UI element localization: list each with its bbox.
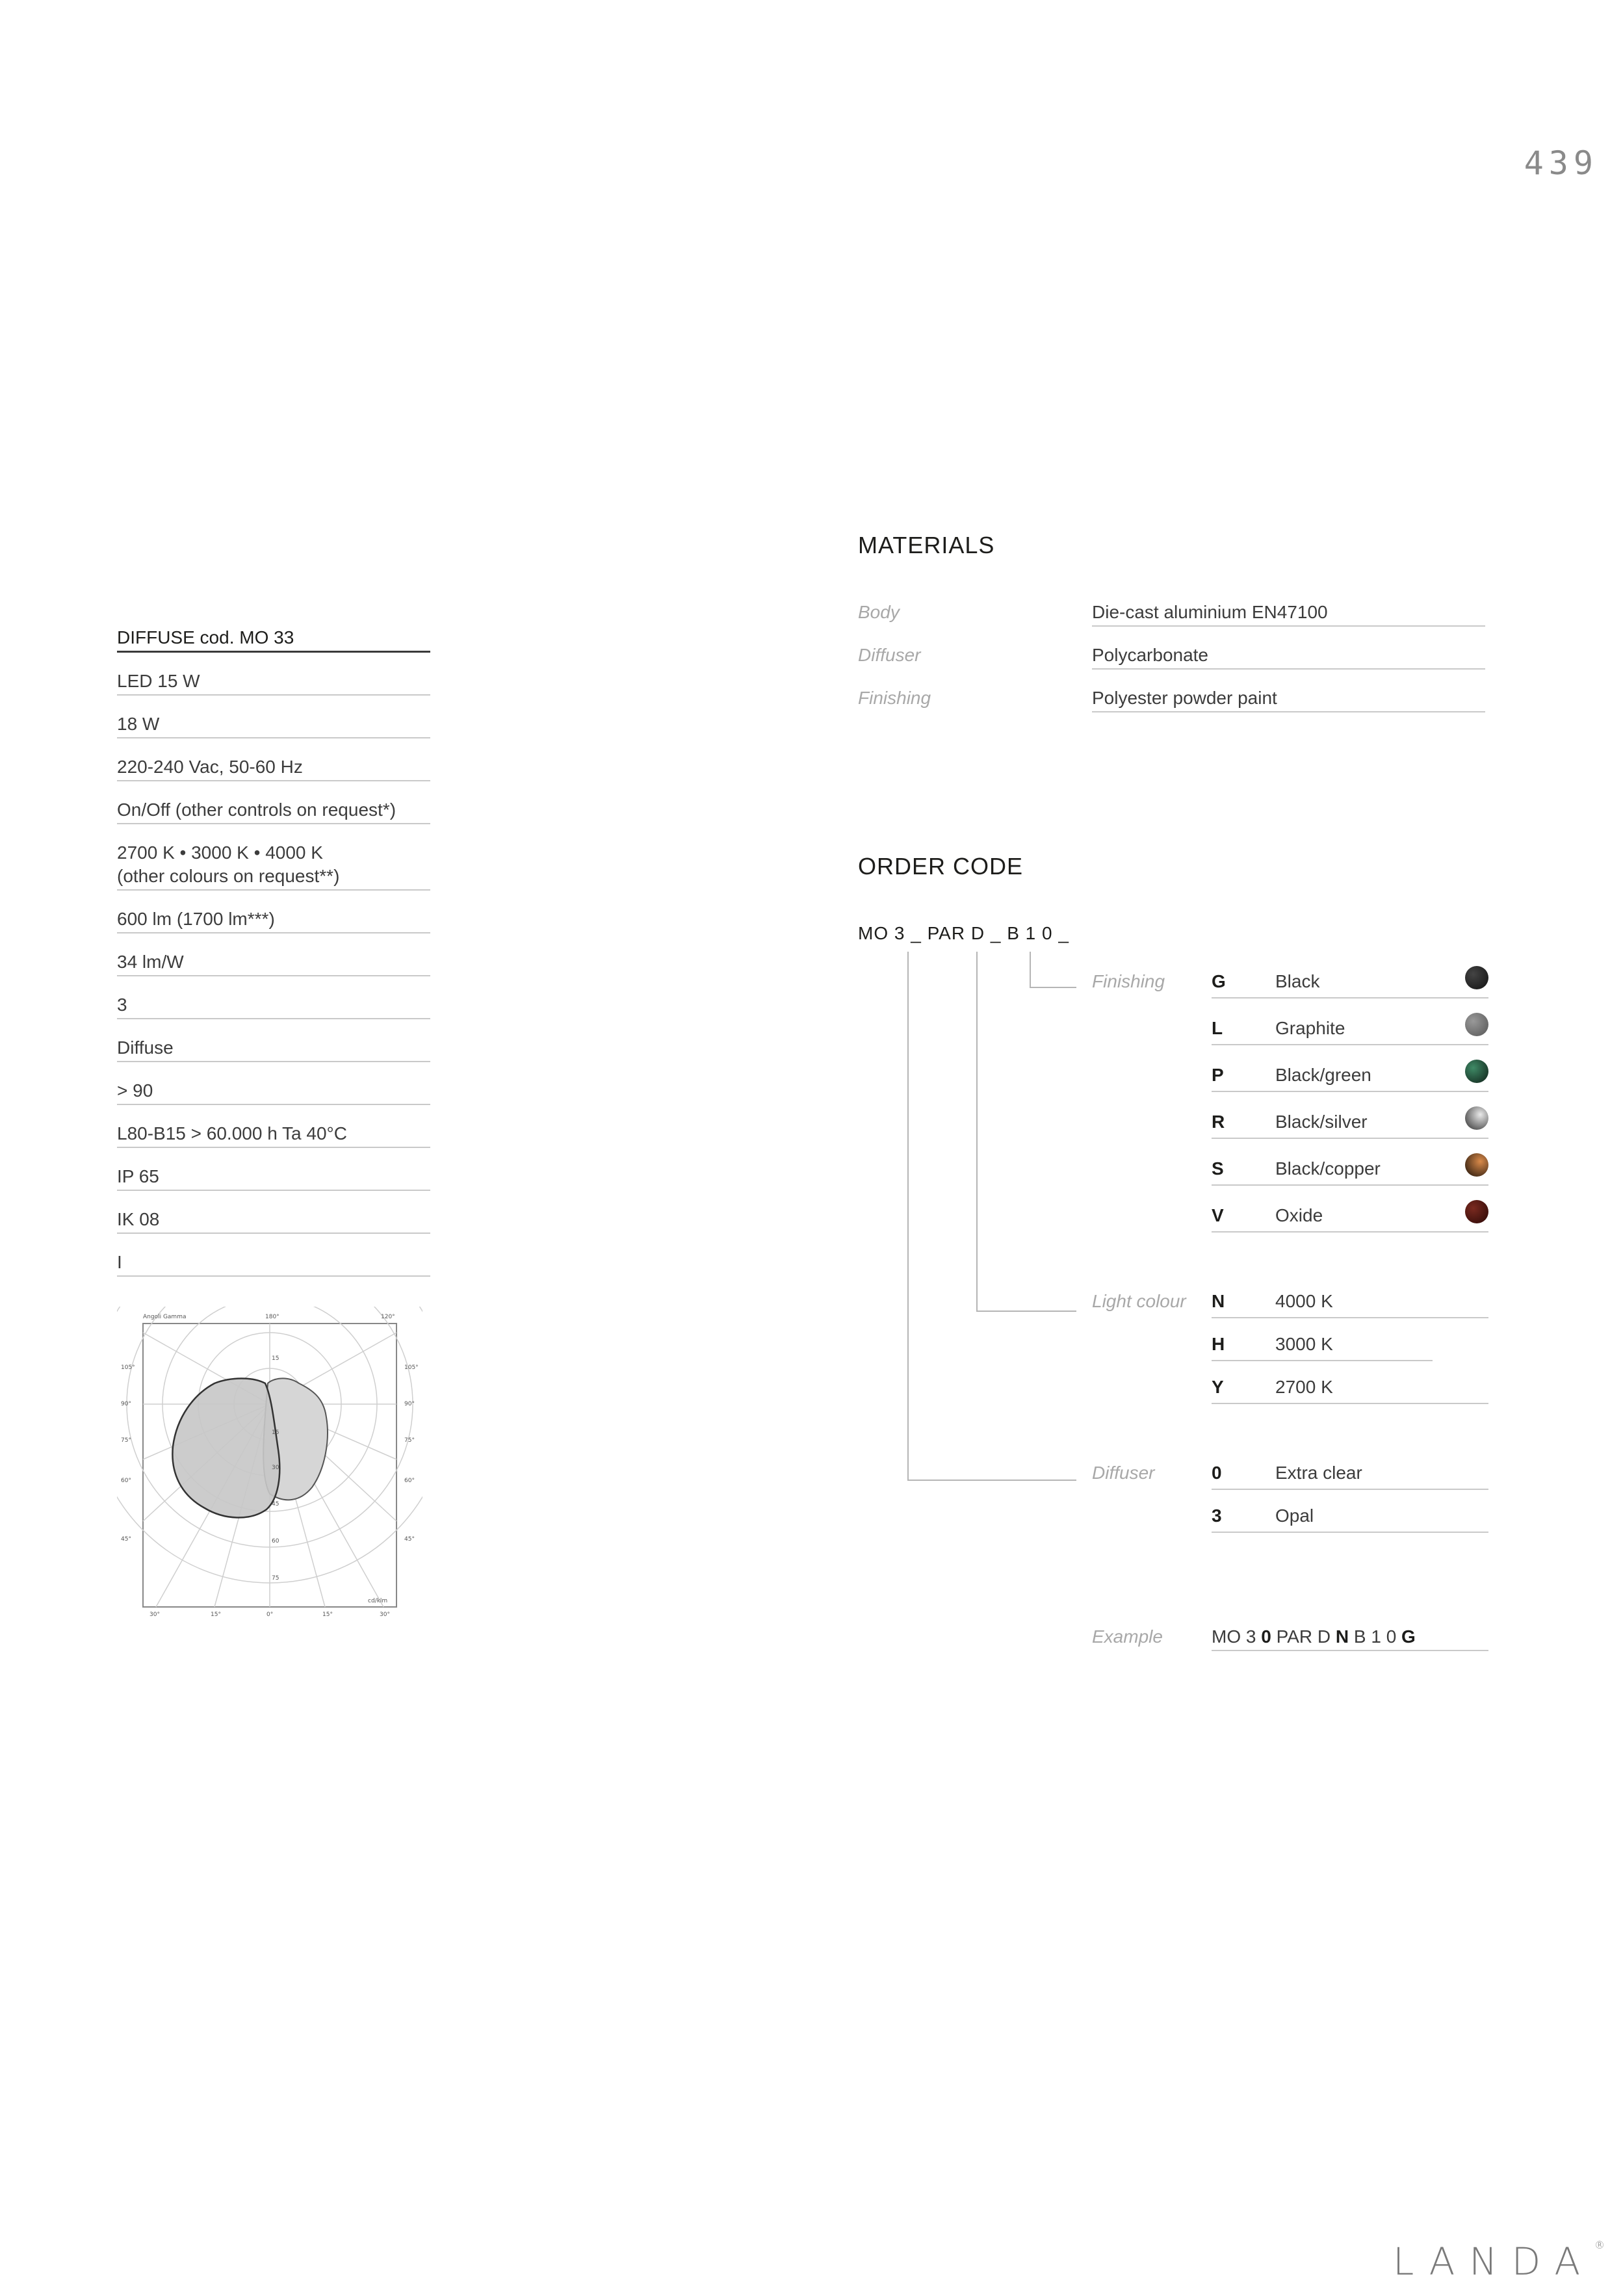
option-code: N	[1212, 1291, 1225, 1311]
group-label-finishing: Finishing	[1092, 971, 1165, 991]
radial-value-label: 15	[272, 1355, 279, 1362]
option-name: Extra clear	[1275, 1463, 1362, 1483]
option-name: Black/copper	[1275, 1158, 1381, 1179]
option-name: 3000 K	[1275, 1334, 1333, 1354]
option-code: S	[1212, 1158, 1224, 1179]
registered-mark: ®	[1594, 2239, 1605, 2251]
bottom-angle-label: 0°	[266, 1611, 274, 1618]
materials-title: MATERIALS	[858, 532, 995, 558]
example-light-colour-code: N	[1335, 1626, 1349, 1647]
material-label-body: Body	[858, 602, 900, 622]
right-angle-label: 105°	[404, 1364, 419, 1371]
option-row-light-colour	[1212, 1291, 1488, 1318]
spec-row-ik-rating: IK 08	[117, 1191, 430, 1234]
example-order-code	[1212, 1626, 1488, 1651]
connector-diffuser	[907, 952, 1076, 1481]
group-label-diffuser: Diffuser	[1092, 1463, 1155, 1483]
spec-row-system-power: 18 W	[117, 696, 430, 738]
diagram-title-label: Angoli Gamma	[143, 1314, 187, 1320]
example-part: MO 3	[1212, 1626, 1262, 1647]
example-part: B 1 0	[1349, 1626, 1402, 1647]
radial-value-label: 60	[272, 1538, 279, 1545]
option-code: 3	[1212, 1506, 1222, 1526]
black-swatch-icon	[1465, 966, 1488, 989]
option-name: Graphite	[1275, 1018, 1345, 1038]
option-name: 4000 K	[1275, 1291, 1333, 1311]
spec-row-voltage: 220-240 Vac, 50-60 Hz	[117, 738, 430, 781]
material-value-diffuser: Polycarbonate	[1092, 645, 1485, 670]
spec-row-macadam: 3	[117, 976, 430, 1019]
spec-row-power: LED 15 W	[117, 653, 430, 696]
option-row-diffuser	[1212, 1506, 1488, 1533]
option-row-finishing	[1212, 1112, 1488, 1139]
black-green-swatch-icon	[1465, 1060, 1488, 1083]
option-code: P	[1212, 1065, 1224, 1085]
spec-title: DIFFUSE cod. MO 33	[117, 624, 430, 653]
option-row-finishing	[1212, 971, 1488, 998]
order-code-title: ORDER CODE	[858, 853, 1024, 880]
right-angle-label: 60°	[404, 1478, 415, 1484]
spec-list	[117, 624, 430, 1277]
example-diffuser-code: 0	[1261, 1626, 1271, 1647]
spec-row-insulation-class: I	[117, 1234, 430, 1277]
graphite-swatch-icon	[1465, 1013, 1488, 1036]
left-angle-label: 105°	[121, 1364, 135, 1371]
brand-name: LANDA	[1392, 2239, 1594, 2284]
left-angle-label: 75°	[121, 1437, 131, 1444]
option-row-light-colour	[1212, 1377, 1488, 1404]
bottom-angle-label: 15°	[211, 1611, 221, 1618]
top-label-120: 120°	[381, 1314, 395, 1320]
bottom-angle-label: 30°	[380, 1611, 390, 1618]
option-row-finishing	[1212, 1018, 1488, 1045]
example-finishing-code: G	[1401, 1626, 1416, 1647]
option-code: H	[1212, 1334, 1225, 1354]
option-name: Oxide	[1275, 1205, 1323, 1225]
right-angle-label: 45°	[404, 1536, 415, 1543]
black-silver-swatch-icon	[1465, 1106, 1488, 1130]
bottom-angle-label: 15°	[322, 1611, 333, 1618]
right-angle-label: 75°	[404, 1437, 415, 1444]
spec-row-color-temperature: 2700 K • 3000 K • 4000 K (other colours on request**)	[117, 824, 430, 891]
option-name: Black/silver	[1275, 1112, 1368, 1132]
option-code: R	[1212, 1112, 1225, 1132]
spec-row-cri: > 90	[117, 1062, 430, 1105]
brand-logo	[1393, 2239, 1605, 2284]
spec-row-ip-rating: IP 65	[117, 1148, 430, 1191]
light-distribution-curve-left	[172, 1379, 279, 1518]
material-label-diffuser: Diffuser	[858, 645, 921, 665]
spec-row-lifetime: L80-B15 > 60.000 h Ta 40°C	[117, 1105, 430, 1148]
option-name: 2700 K	[1275, 1377, 1333, 1397]
radial-value-label: 15	[272, 1429, 279, 1436]
bottom-angle-label: 30°	[149, 1611, 160, 1618]
group-label-light-colour: Light colour	[1092, 1291, 1186, 1311]
option-code: G	[1212, 971, 1226, 991]
top-label-180: 180°	[265, 1314, 279, 1320]
material-value-body: Die-cast aluminium EN47100	[1092, 602, 1485, 627]
radial-value-label: 75	[272, 1575, 279, 1582]
option-name: Black	[1275, 971, 1320, 991]
option-row-diffuser	[1212, 1463, 1488, 1490]
oxide-swatch-icon	[1465, 1200, 1488, 1223]
diagram-unit-label: cd/klm	[368, 1598, 388, 1604]
option-code: L	[1212, 1018, 1223, 1038]
black-copper-swatch-icon	[1465, 1153, 1488, 1177]
spec-row-optic: Diffuse	[117, 1019, 430, 1062]
left-angle-label: 90°	[121, 1401, 131, 1407]
order-code-pattern: MO 3 _ PAR D _ B 1 0 _	[858, 923, 1069, 943]
spec-row-efficacy: 34 lm/W	[117, 933, 430, 976]
photometric-diagram	[117, 1307, 422, 1619]
option-row-light-colour	[1212, 1334, 1433, 1361]
page-number: 439	[1524, 144, 1598, 182]
option-row-finishing	[1212, 1158, 1488, 1186]
example-label: Example	[1092, 1626, 1163, 1647]
left-angle-label: 60°	[121, 1478, 131, 1484]
option-code: Y	[1212, 1377, 1224, 1397]
spec-row-luminous-flux: 600 lm (1700 lm***)	[117, 891, 430, 933]
option-code: V	[1212, 1205, 1224, 1225]
spec-row-controls: On/Off (other controls on request*)	[117, 781, 430, 824]
left-angle-label: 45°	[121, 1536, 131, 1543]
option-name: Opal	[1275, 1506, 1314, 1526]
option-row-finishing	[1212, 1205, 1488, 1233]
radial-value-label: 30	[272, 1465, 279, 1471]
material-value-finishing: Polyester powder paint	[1092, 688, 1485, 712]
radial-value-label: 45	[272, 1501, 279, 1507]
option-row-finishing	[1212, 1065, 1488, 1092]
example-part: PAR D	[1271, 1626, 1336, 1647]
option-name: Black/green	[1275, 1065, 1371, 1085]
material-label-finishing: Finishing	[858, 688, 931, 708]
right-angle-label: 90°	[404, 1401, 415, 1407]
option-code: 0	[1212, 1463, 1222, 1483]
